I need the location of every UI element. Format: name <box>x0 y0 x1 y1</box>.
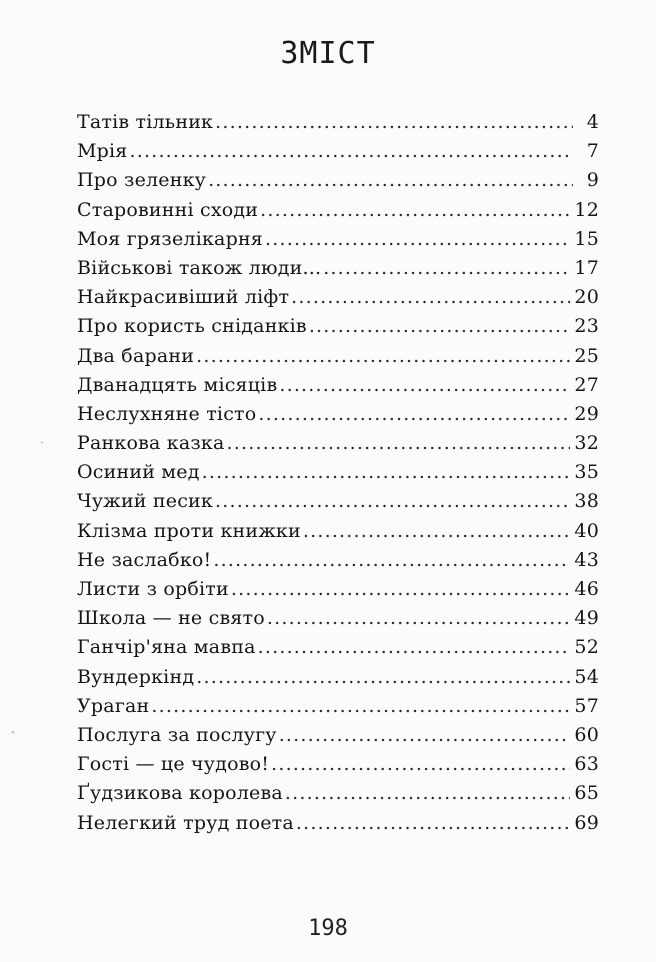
toc-entry <box>77 750 599 779</box>
toc-entry-title: Школа — не свято <box>77 607 265 630</box>
toc-entry <box>77 312 599 341</box>
toc-entry-page: 20 <box>574 286 599 309</box>
dot-leader <box>279 371 570 400</box>
toc-entry-title: Листи з орбіти <box>77 578 229 600</box>
dot-leader <box>196 342 570 371</box>
toc-entry-title: Мрія <box>77 140 128 163</box>
toc-entry-page: 38 <box>574 490 599 513</box>
toc-entry <box>77 254 599 283</box>
toc-entry <box>77 371 599 400</box>
toc-entry-page: 7 <box>586 140 599 163</box>
toc-entry-title: Військові також люди... <box>77 256 322 279</box>
toc-entry-title: Осиний мед <box>77 461 200 484</box>
toc-entry <box>77 692 599 721</box>
toc-entry-title: Послуга за послугу <box>77 723 277 746</box>
toc-entry-title: Моя грязелікарня <box>77 227 263 250</box>
toc-entry-title: Ганчір'яна мавпа <box>77 636 256 659</box>
toc-entry-page: 17 <box>574 256 599 279</box>
toc-entry-title: Клізма проти книжки <box>77 519 301 542</box>
print-speck: ˎ <box>40 430 44 444</box>
toc-entry-page: 32 <box>574 432 599 455</box>
toc-entry-title: Не заслабко! <box>77 548 212 571</box>
toc-entry-title: Нелегкий труд поета <box>77 811 294 834</box>
toc-entry-page: 25 <box>574 344 599 367</box>
toc-entry-page: 27 <box>574 373 599 396</box>
dot-leader <box>227 429 571 458</box>
toc-entry-page: 9 <box>586 169 599 192</box>
dot-leader <box>267 604 571 633</box>
dot-leader <box>129 137 573 166</box>
toc-entry-title: Ґудзикова королева <box>77 782 283 805</box>
dot-leader <box>260 196 570 225</box>
toc-entry <box>77 517 599 546</box>
page-number: 198 <box>308 916 348 941</box>
toc-entry-title: Чужий песик <box>77 490 213 513</box>
toc-entry-page: 15 <box>574 227 599 250</box>
table-of-contents <box>77 108 599 838</box>
toc-entry-page: 60 <box>574 723 599 746</box>
dot-leader <box>265 225 570 254</box>
toc-entry-page: 52 <box>574 636 599 659</box>
toc-entry-page: 57 <box>574 694 599 717</box>
dot-leader <box>258 633 571 662</box>
toc-entry <box>77 633 599 662</box>
toc-entry-page: 40 <box>574 519 599 542</box>
toc-entry-title: Про користь сніданків <box>77 315 307 338</box>
dot-leader <box>323 254 570 283</box>
dot-leader <box>296 809 571 838</box>
dot-leader <box>151 692 570 721</box>
toc-entry-title: Два барани <box>77 344 195 367</box>
toc-entry <box>77 196 599 225</box>
dot-leader <box>258 400 570 429</box>
dot-leader <box>309 312 571 341</box>
toc-entry <box>77 166 599 195</box>
toc-entry-title: Татів тільник <box>77 111 214 133</box>
dot-leader <box>215 487 570 516</box>
toc-entry <box>77 137 599 166</box>
toc-entry-page: 54 <box>574 665 599 688</box>
toc-entry-page: 65 <box>574 782 599 805</box>
dot-leader <box>291 283 570 312</box>
dot-leader <box>279 721 571 750</box>
toc-entry <box>77 604 599 633</box>
dot-leader <box>303 517 571 546</box>
dot-leader <box>202 458 571 487</box>
toc-entry-page: 69 <box>574 811 599 834</box>
toc-entry <box>77 809 599 838</box>
toc-entry <box>77 575 599 604</box>
toc-entry <box>77 108 599 137</box>
toc-entry-page: 49 <box>574 607 599 630</box>
dot-leader <box>208 166 573 195</box>
toc-entry-title: Ураган <box>77 694 150 717</box>
toc-entry-page: 4 <box>586 111 599 133</box>
toc-entry-title: Ранкова казка <box>77 432 225 455</box>
toc-entry <box>77 283 599 312</box>
page-title: ЗМІСТ <box>280 36 376 71</box>
toc-entry-page: 12 <box>574 198 599 221</box>
toc-entry-page: 63 <box>574 753 599 776</box>
toc-entry-page: 35 <box>574 461 599 484</box>
dot-leader <box>196 663 570 692</box>
dot-leader <box>215 108 573 137</box>
dot-leader <box>271 750 570 779</box>
toc-entry-title: Найкрасивіший ліфт <box>77 286 290 309</box>
toc-entry-title: Вундеркінд <box>77 665 195 688</box>
toc-entry-title: Про зеленку <box>77 169 207 192</box>
toc-entry-title: Неслухняне тісто <box>77 402 257 425</box>
toc-entry-page: 43 <box>574 548 599 571</box>
toc-entry <box>77 721 599 750</box>
toc-entry <box>77 546 599 575</box>
toc-entry-page: 46 <box>574 578 599 600</box>
print-speck: ˆ <box>10 730 16 744</box>
dot-leader <box>231 575 571 604</box>
toc-entry <box>77 487 599 516</box>
toc-entry-page: 23 <box>574 315 599 338</box>
toc-entry <box>77 225 599 254</box>
toc-entry-page: 29 <box>574 402 599 425</box>
toc-entry <box>77 779 599 808</box>
toc-entry-title: Старовинні сходи <box>77 198 259 221</box>
toc-entry-title: Дванадцять місяців <box>77 373 278 396</box>
toc-entry <box>77 663 599 692</box>
dot-leader <box>285 779 571 808</box>
toc-entry <box>77 400 599 429</box>
toc-entry <box>77 458 599 487</box>
dot-leader <box>213 546 570 575</box>
toc-entry-title: Гості — це чудово! <box>77 753 270 776</box>
toc-entry <box>77 429 599 458</box>
toc-entry <box>77 342 599 371</box>
